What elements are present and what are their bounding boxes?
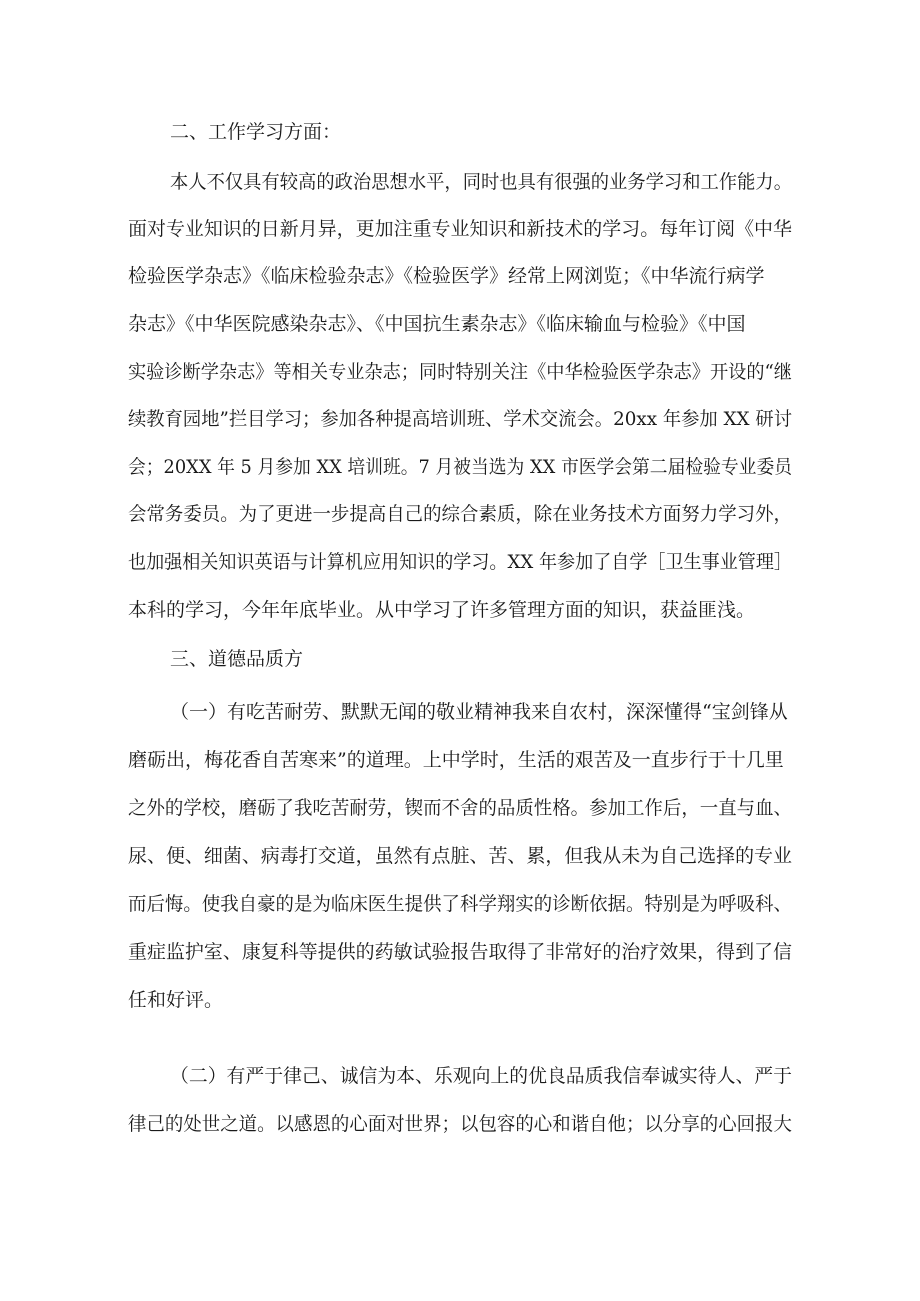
paragraph-line [0,794,920,822]
paragraph-line [0,842,920,870]
paragraph-text: 尿、便、细菌、病毒打交道，虽然有点脏、苦、累，但我从未为自己选择的专业 [128,845,792,867]
paragraph-text: 磨砺出，梅花香自苦寒来”的道理。上中学时，生活的艰苦及一直步行于十几里 [128,749,784,771]
paragraph-line [0,168,920,196]
paragraph-line [0,596,920,624]
paragraph-line [0,358,920,386]
paragraph-text: 检验医学杂志》《临床检验杂志》《检验医学》经常上网浏览；《中华流行病学 [128,265,765,287]
paragraph-text: 律己的处世之道。以感恩的心面对世界；以包容的心和谐自他；以分享的心回报大 [128,1113,792,1135]
paragraph-line [0,215,920,243]
section-heading-text: 二、工作学习方面： [170,121,342,143]
paragraph-line [0,310,920,338]
paragraph-line [0,548,920,576]
paragraph-text: （二）有严于律己、诚信为本、乐观向上的优良品质我信奉诚实待人、严于 [170,1065,792,1087]
paragraph-text: 任和好评。 [128,989,224,1011]
paragraph-text: （一）有吃苦耐劳、默默无闻的敬业精神我来自农村，深深懂得“宝剑锋从 [170,701,788,723]
paragraph-text: 会常务委员。为了更进一步提高自己的综合素质，除在业务技术方面努力学习外， [128,503,792,525]
paragraph-text: 之外的学校，磨砺了我吃苦耐劳，锲而不舍的品质性格。参加工作后，一直与血、 [128,797,792,819]
paragraph-line [0,746,920,774]
paragraph-line [0,890,920,918]
paragraph-text: 本人不仅具有较高的政治思想水平，同时也具有很强的业务学习和工作能力。 [170,171,792,193]
paragraph-text: 杂志》《中华医院感染杂志》、《中国抗生素杂志》《临床输血与检验》《中国 [128,313,746,335]
paragraph-text: 续教育园地”拦目学习；参加各种提高培训班、学术交流会。20xx 年参加 XX 研讨 [128,408,792,430]
paragraph-line [0,405,920,433]
paragraph-line [0,1062,920,1090]
paragraph-line [0,986,920,1014]
paragraph-text: 面对专业知识的日新月异，更加注重专业知识和新技术的学习。每年订阅《中华 [128,218,792,240]
paragraph-text: 也加强相关知识英语与计算机应用知识的学习。XX 年参加了自学［卫生事业管理］ [128,551,792,573]
section-heading [0,118,920,146]
paragraph-text: 而后悔。使我自豪的是为临床医生提供了科学翔实的诊断依据。特别是为呼吸科、 [128,893,792,915]
paragraph-line [0,453,920,481]
paragraph-line [0,500,920,528]
paragraph-line [0,938,920,966]
section-heading-text: 三、道德品质方 [170,648,304,670]
paragraph-text: 重症监护室、康复科等提供的药敏试验报告取得了非常好的治疗效果，得到了信 [128,941,792,963]
paragraph-text: 本科的学习，今年年底毕业。从中学习了许多管理方面的知识，获益匪浅。 [128,599,756,621]
paragraph-line [0,1110,920,1138]
paragraph-text: 实验诊断学杂志》等相关专业杂志；同时特别关注《中华检验医学杂志》开设的“继 [128,361,792,383]
paragraph-text: 会；20XX 年 5 月参加 XX 培训班。7 月被当选为 XX 市医学会第二届检验专业委员 [128,456,792,478]
paragraph-line [0,698,920,726]
paragraph-line [0,262,920,290]
section-heading [0,645,920,673]
